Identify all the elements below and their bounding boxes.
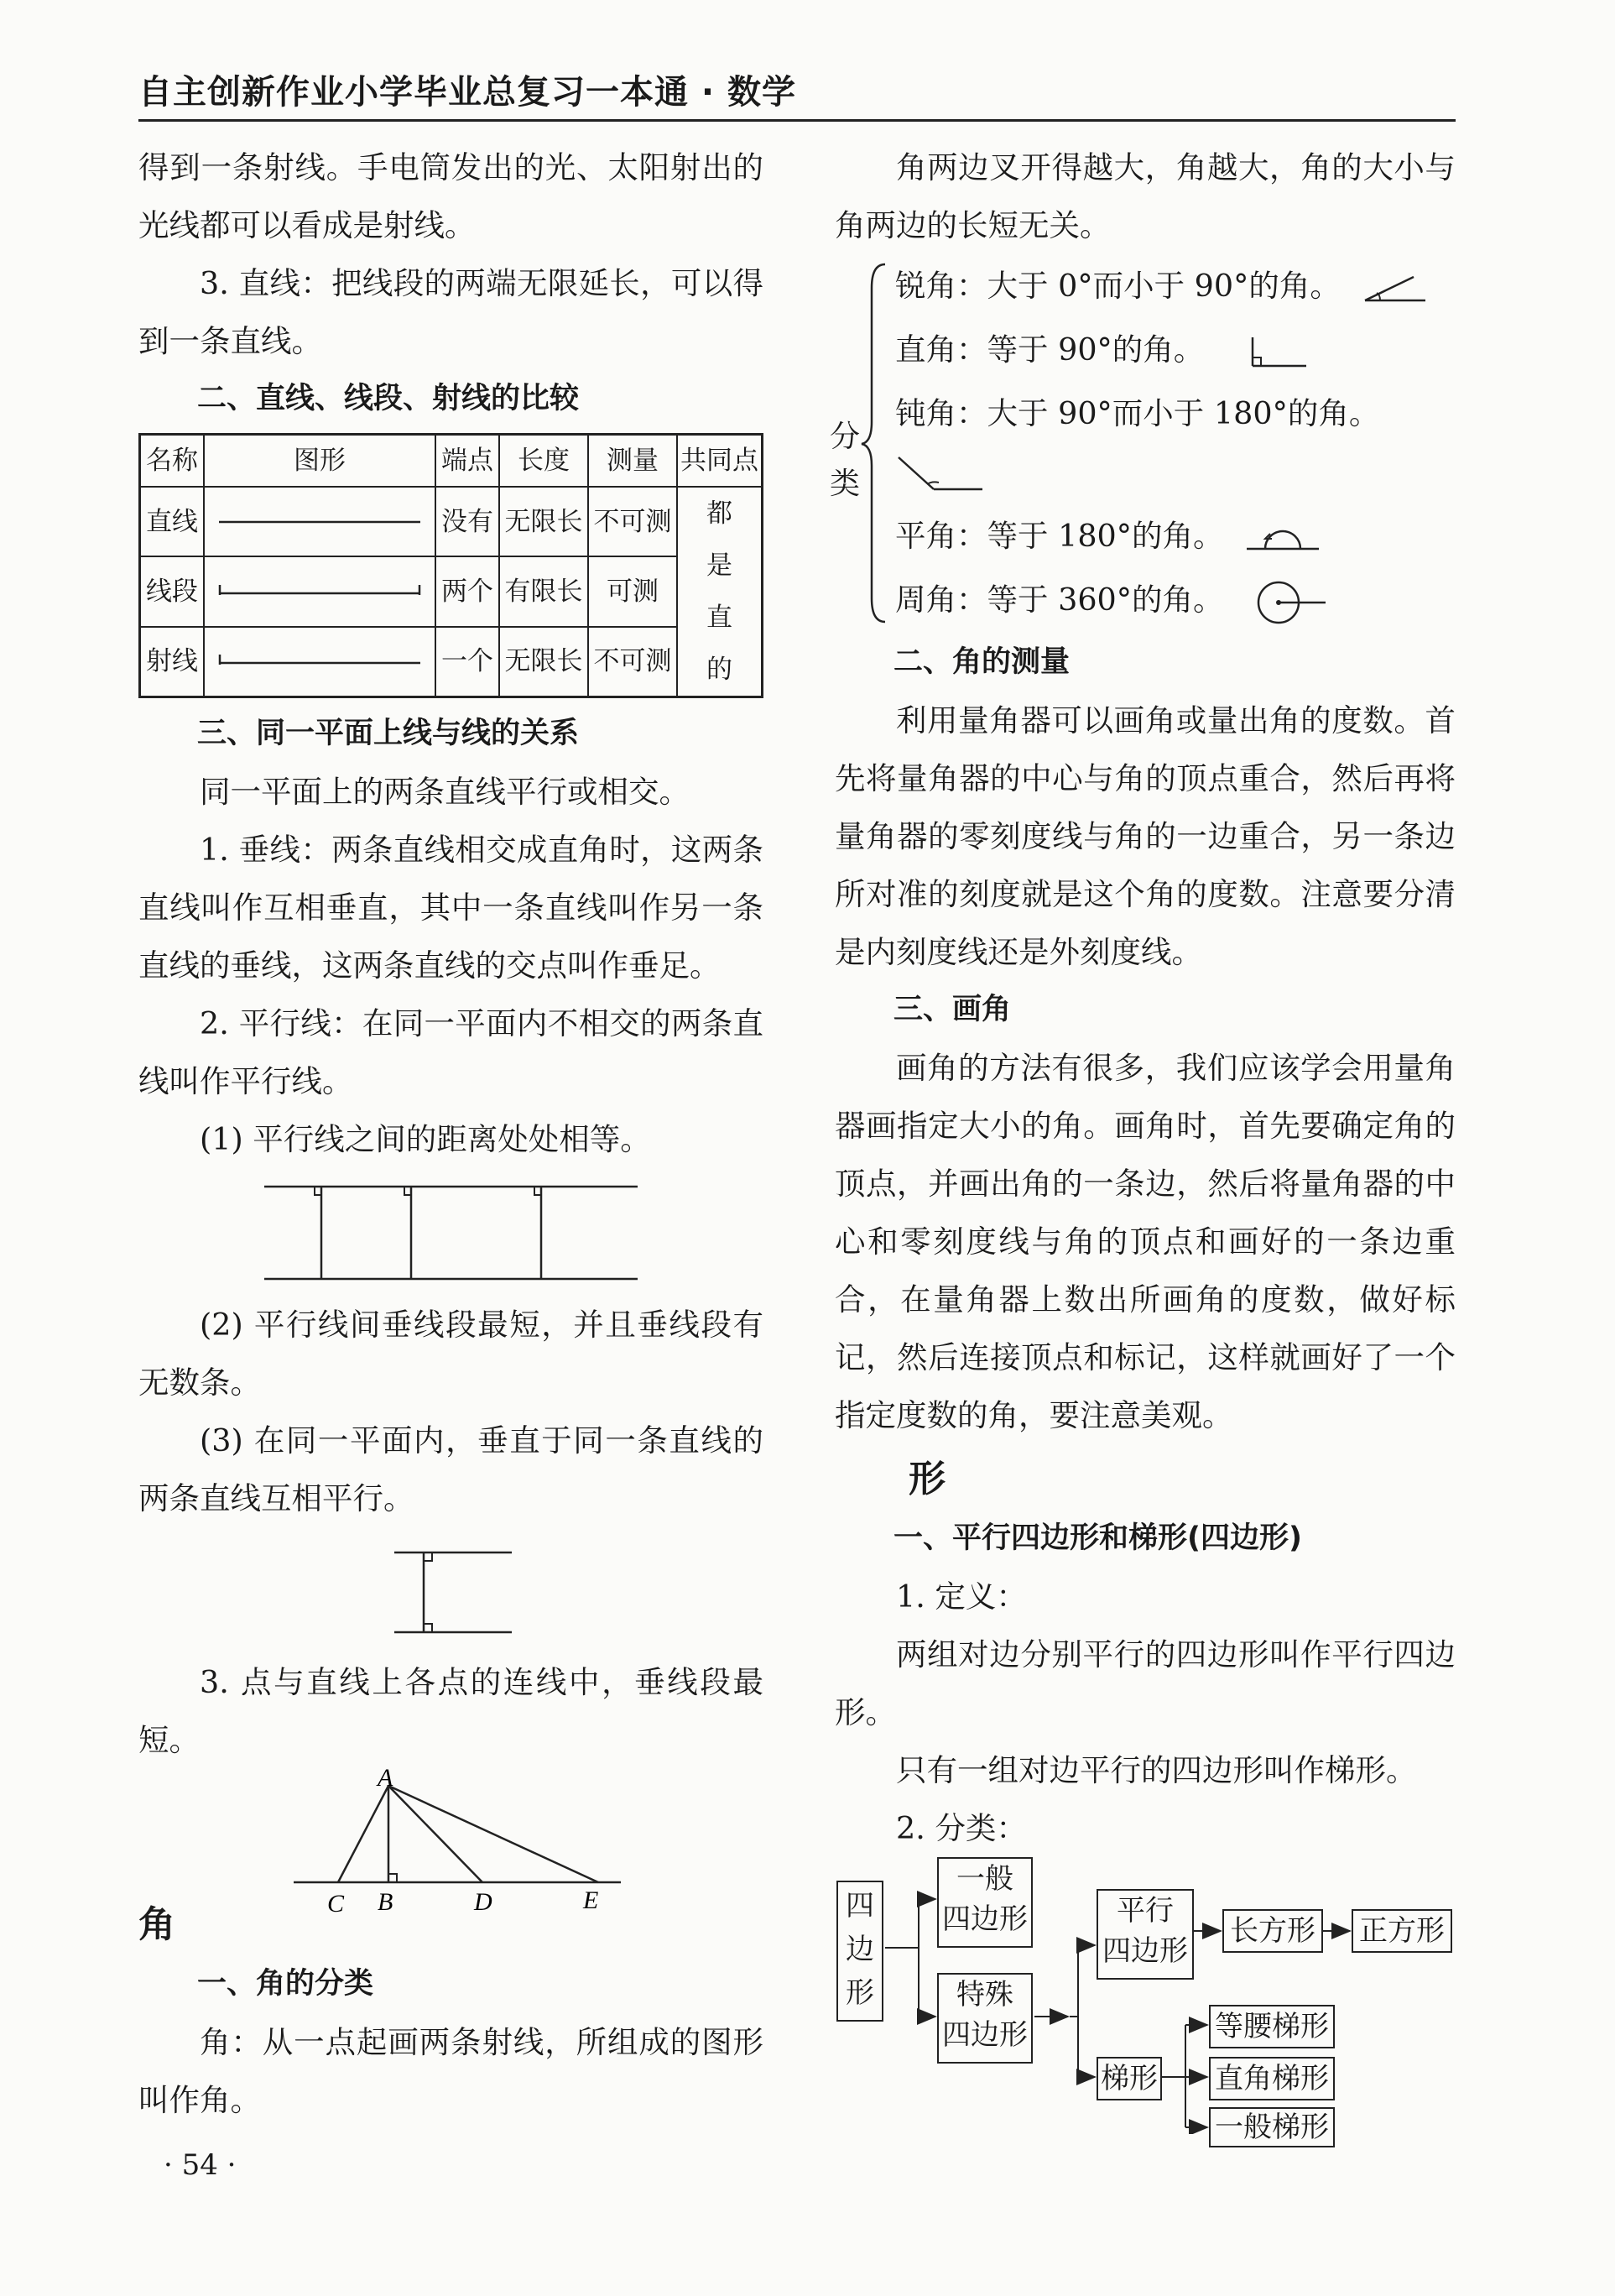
point-label-e: E bbox=[583, 1886, 599, 1914]
square-label: 正方形 bbox=[1359, 1914, 1445, 1948]
straight-angle-text: 平角：等于 180°的角。 bbox=[895, 518, 1224, 554]
table-header: 端点 bbox=[435, 435, 499, 488]
isosceles-trapezoid-box bbox=[1209, 2005, 1335, 2048]
perpendicular-parallel-svg bbox=[138, 1527, 763, 1653]
table-row bbox=[140, 556, 763, 626]
general-trapezoid-label: 一般梯形 bbox=[1215, 2111, 1329, 2144]
full-angle-icon bbox=[1245, 577, 1329, 628]
section-relation-heading: 三、同一平面上线与线的关系 bbox=[197, 717, 580, 750]
table-header: 图形 bbox=[204, 435, 435, 488]
perpendicular-shortest-svg bbox=[138, 1769, 763, 1918]
quadrilateral-flowchart bbox=[835, 1857, 1456, 2144]
parallel-lines-figure bbox=[138, 1168, 763, 1296]
special-quad-line2: 四边形 bbox=[942, 2018, 1028, 2052]
perpendicular-definition: 1. 垂线：两条直线相交成直角时，这两条直线叫作互相垂直，其中一条直线叫作另一条直线的垂线，这两条直线的交点叫作垂足。 bbox=[138, 832, 763, 984]
acute-angle-icon bbox=[1362, 272, 1429, 305]
table-cell-endpoints: 两个 bbox=[435, 556, 499, 626]
point-label-b: B bbox=[378, 1888, 393, 1916]
parallel-property-3: (3) 在同一平面内，垂直于同一条直线的两条直线互相平行。 bbox=[138, 1422, 763, 1516]
angle-definition: 角：从一点起画两条射线，所组成的图形叫作角。 bbox=[138, 2024, 763, 2118]
section-quad-heading: 一、平行四边形和梯形(四边形) bbox=[893, 1521, 1302, 1555]
draw-text: 画角的方法有很多，我们应该学会用量角器画指定大小的角。画角时，首先要确定角的顶点，并画出角的一条边，然后将量角器的中心和零刻度线与角的顶点和画好的一条边重合，在量角器上数出所画角的度数，做好标记，然后连接顶点和标记，这样就画好了一个指定度数的角，要注意美观。 bbox=[835, 1050, 1456, 1433]
right-angle-icon bbox=[1248, 334, 1315, 371]
line-figure bbox=[204, 487, 435, 556]
acute-angle-item bbox=[895, 254, 1429, 318]
right-trapezoid-label: 直角梯形 bbox=[1215, 2062, 1329, 2095]
table-header: 名称 bbox=[140, 435, 205, 488]
general-quad-line1: 一般 bbox=[956, 1862, 1013, 1896]
table-cell-length: 无限长 bbox=[499, 487, 588, 556]
right-angle-item bbox=[895, 318, 1429, 382]
straight-angle-item bbox=[895, 504, 1429, 568]
square-box bbox=[1352, 1909, 1452, 1953]
trapezoid-label: 梯形 bbox=[1101, 2062, 1158, 2095]
right-column bbox=[830, 138, 1456, 2144]
obtuse-angle-figure-row bbox=[895, 446, 1429, 504]
table-header: 长度 bbox=[499, 435, 588, 488]
page-header: 自主创新作业小学毕业总复习一本通 · 数学 bbox=[138, 73, 797, 112]
quadrilateral-box-label: 四边形 bbox=[846, 1889, 874, 2010]
table-cell-measure: 不可测 bbox=[588, 487, 677, 556]
parallelogram-line1: 平行 bbox=[1117, 1894, 1174, 1928]
table-cell-name: 直线 bbox=[140, 487, 205, 556]
table-cell-length: 无限长 bbox=[499, 627, 588, 697]
left-column bbox=[138, 138, 763, 2129]
classification-label: 分类 bbox=[830, 420, 861, 501]
obtuse-angle-icon bbox=[895, 454, 987, 496]
table-row bbox=[140, 627, 763, 697]
ray-definition-continued: 得到一条射线。手电筒发出的光、太阳射出的光线都可以看成是射线。 bbox=[138, 149, 763, 243]
angle-classification bbox=[830, 254, 1456, 634]
straight-angle-icon bbox=[1245, 520, 1321, 557]
line-definition: 3. 直线：把线段的两端无限延长，可以得到一条直线。 bbox=[138, 265, 763, 359]
table-header-row bbox=[140, 435, 763, 488]
parallelogram-line2: 四边形 bbox=[1102, 1934, 1188, 1968]
measure-text: 利用量角器可以画角或量出角的度数。首先将量角器的中心与角的顶点重合，然后再将量角器的零刻度线与角的一边重合，另一条边所对准的刻度就是这个角的度数。注意要分清是内刻度线还是外刻度线。 bbox=[835, 702, 1456, 970]
right-trapezoid-box bbox=[1209, 2057, 1335, 2100]
table-cell-endpoints: 一个 bbox=[435, 627, 499, 697]
general-quad-line2: 四边形 bbox=[942, 1902, 1028, 1936]
parallelogram-definition: 两组对边分别平行的四边形叫作平行四边形。 bbox=[835, 1636, 1456, 1730]
parallel-lines-svg bbox=[138, 1168, 763, 1294]
trapezoid-box bbox=[1097, 2057, 1162, 2100]
isosceles-trapezoid-label: 等腰梯形 bbox=[1215, 2010, 1329, 2043]
rectangle-box bbox=[1222, 1909, 1323, 1953]
right-angle-text: 直角：等于 90°的角。 bbox=[895, 331, 1205, 368]
quadrilateral-box bbox=[836, 1881, 883, 2022]
page-number: · 54 · bbox=[164, 2148, 237, 2182]
parallelogram-box bbox=[1097, 1889, 1194, 1980]
line-comparison-table bbox=[138, 433, 763, 698]
perpendicular-shortest-figure bbox=[138, 1769, 763, 1918]
general-trapezoid-box bbox=[1209, 2107, 1335, 2147]
full-angle-item bbox=[895, 568, 1429, 632]
table-cell-name: 线段 bbox=[140, 556, 205, 626]
full-angle-text: 周角：等于 360°的角。 bbox=[895, 582, 1224, 618]
chapter-angle-heading: 角 bbox=[138, 1903, 175, 1946]
segment-figure bbox=[204, 556, 435, 626]
point-label-a: A bbox=[378, 1769, 393, 1792]
parallel-property-1: (1) 平行线之间的距离处处相等。 bbox=[200, 1121, 651, 1157]
brace-icon bbox=[860, 254, 893, 632]
table-header: 测量 bbox=[588, 435, 677, 488]
section-angle-class-heading: 一、角的分类 bbox=[197, 1967, 374, 2001]
classification-label-2: 2. 分类： bbox=[896, 1810, 1027, 1846]
classification-items bbox=[895, 254, 1429, 632]
acute-angle-text: 锐角：大于 0°而小于 90°的角。 bbox=[895, 268, 1341, 304]
table-row bbox=[140, 487, 763, 556]
table-cell-endpoints: 没有 bbox=[435, 487, 499, 556]
section-measure-heading: 二、角的测量 bbox=[893, 645, 1071, 679]
point-label-c: C bbox=[327, 1890, 345, 1918]
table-cell-length: 有限长 bbox=[499, 556, 588, 626]
table-cell-name: 射线 bbox=[140, 627, 205, 697]
obtuse-angle-item bbox=[895, 382, 1429, 446]
general-quad-box bbox=[937, 1857, 1033, 1948]
chapter-shape-heading: 形 bbox=[909, 1458, 946, 1500]
parallel-property-2: (2) 平行线间垂线段最短，并且垂线段有无数条。 bbox=[138, 1307, 763, 1401]
section-draw-heading: 三、画角 bbox=[893, 993, 1012, 1026]
point-label-d: D bbox=[474, 1888, 492, 1916]
parallel-definition: 2. 平行线：在同一平面内不相交的两条直线叫作平行线。 bbox=[138, 1005, 763, 1099]
definition-label: 1. 定义： bbox=[896, 1578, 1027, 1615]
rectangle-label: 长方形 bbox=[1230, 1914, 1315, 1948]
header-rule bbox=[138, 119, 1456, 122]
angle-size-text: 角两边叉开得越大，角越大，角的大小与角两边的长短无关。 bbox=[835, 149, 1456, 243]
ray-figure bbox=[204, 627, 435, 697]
perpendicular-parallel-figure bbox=[138, 1527, 763, 1653]
trapezoid-definition: 只有一组对边平行的四边形叫作梯形。 bbox=[896, 1752, 1417, 1788]
table-cell-measure: 不可测 bbox=[588, 627, 677, 697]
table-cell-measure: 可测 bbox=[588, 556, 677, 626]
table-cell-common: 都是直的 bbox=[677, 487, 763, 697]
special-quad-box bbox=[937, 1973, 1033, 2064]
relation-text: 同一平面上的两条直线平行或相交。 bbox=[200, 774, 690, 810]
point-line-property: 3. 点与直线上各点的连线中，垂线段最短。 bbox=[138, 1664, 763, 1758]
special-quad-line1: 特殊 bbox=[956, 1978, 1013, 2012]
table-header: 共同点 bbox=[677, 435, 763, 488]
obtuse-angle-text: 钝角：大于 90°而小于 180°的角。 bbox=[895, 395, 1380, 431]
section-compare-heading: 二、直线、线段、射线的比较 bbox=[197, 382, 580, 415]
